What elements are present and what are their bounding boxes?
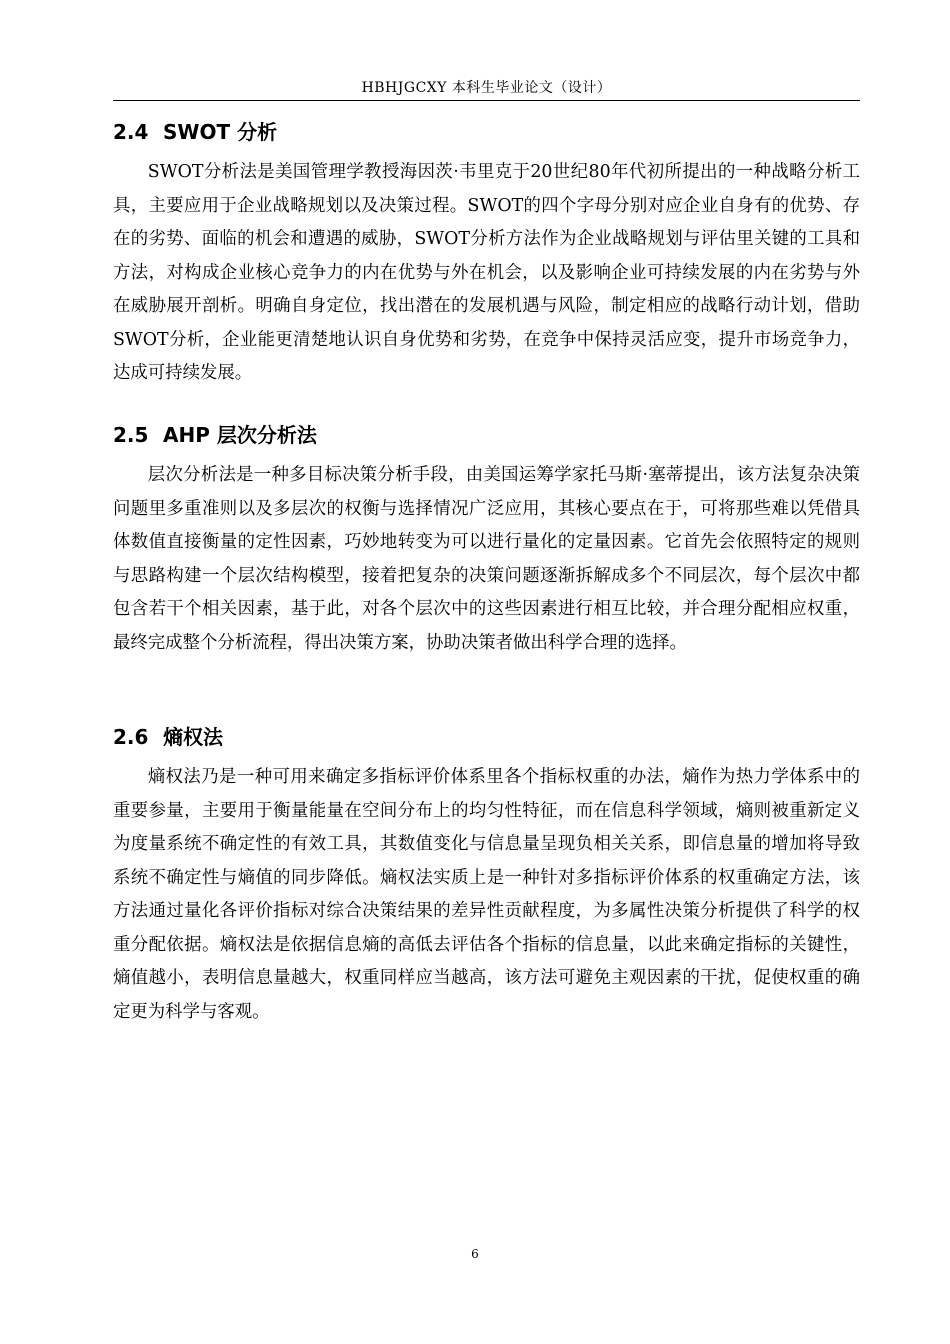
section-paragraph: SWOT分析法是美国管理学教授海因茨·韦里克于20世纪80年代初所提出的一种战略分析工具，主要应用于企业战略规划以及决策过程。SWOT的四个字母分别对应企业自身有的优势、存在的劣势、面临的机会和遭遇的威胁，SWOT分析方法作为企业战略规划与评估里关键的工具和方法，对构成企业核心竞争力的内在优势与外在机会，以及影响企业可持续发展的内在劣势与外在威胁展开剖析。明确自身定位，找出潜在的发展机遇与风险，制定相应的战略行动计划，借助SWOT分析，企业能更清楚地认识自身优势和劣势，在竞争中保持灵活应变，提升市场竞争力，达成可持续发展。 — [113, 162, 860, 383]
section-heading — [113, 722, 860, 752]
section-number: 2.6 — [113, 725, 149, 749]
section-heading — [113, 117, 860, 147]
section-number: 2.4 — [113, 120, 149, 144]
section-swot — [113, 117, 860, 408]
page-number: 6 — [471, 1247, 479, 1261]
page-header-title: HBHJGCXY 本科生毕业论文（设计） — [361, 80, 612, 96]
section-paragraph: 层次分析法是一种多目标决策分析手段，由美国运筹学家托马斯·塞蒂提出，该方法复杂决策问题里多重准则以及多层次的权衡与选择情况广泛应用，其核心要点在于，可将那些难以凭借具体数值直接衡量的定性因素，巧妙地转变为可以进行量化的定量因素。它首先会依照特定的规则与思路构建一个层次结构模型，接着把复杂的决策问题逐渐拆解成多个不同层次，每个层次中都包含若干个相关因素，基于此，对各个层次中的这些因素进行相互比较，并合理分配相应权重，最终完成整个分析流程，得出决策方案，协助决策者做出科学合理的选择。 — [113, 465, 860, 653]
section-title: AHP 层次分析法 — [163, 423, 317, 447]
section-title: 熵权法 — [163, 725, 223, 749]
section-heading — [113, 420, 860, 450]
section-entropy-weight — [113, 722, 860, 1046]
section-title: SWOT 分析 — [163, 120, 278, 144]
section-paragraph: 熵权法乃是一种可用来确定多指标评价体系里各个指标权重的办法，熵作为热力学体系中的重要参量，主要用于衡量能量在空间分布上的均匀性特征，而在信息科学领域，熵则被重新定义为度量系统不确定性的有效工具，其数值变化与信息量呈现负相关关系，即信息量的增加将导致系统不确定性与熵值的同步降低。熵权法实质上是一种针对多指标评价体系的权重确定方法，该方法通过量化各评价指标对综合决策结果的差异性贡献程度，为多属性决策分析提供了科学的权重分配依据。熵权法是依据信息熵的高低去评估各个指标的信息量，以此来确定指标的关键性，熵值越小，表明信息量越大，权重同样应当越高，该方法可避免主观因素的干扰，促使权重的确定更为科学与客观。 — [113, 767, 860, 1022]
section-ahp — [113, 420, 860, 677]
section-number: 2.5 — [113, 423, 149, 447]
header-divider — [113, 100, 860, 101]
